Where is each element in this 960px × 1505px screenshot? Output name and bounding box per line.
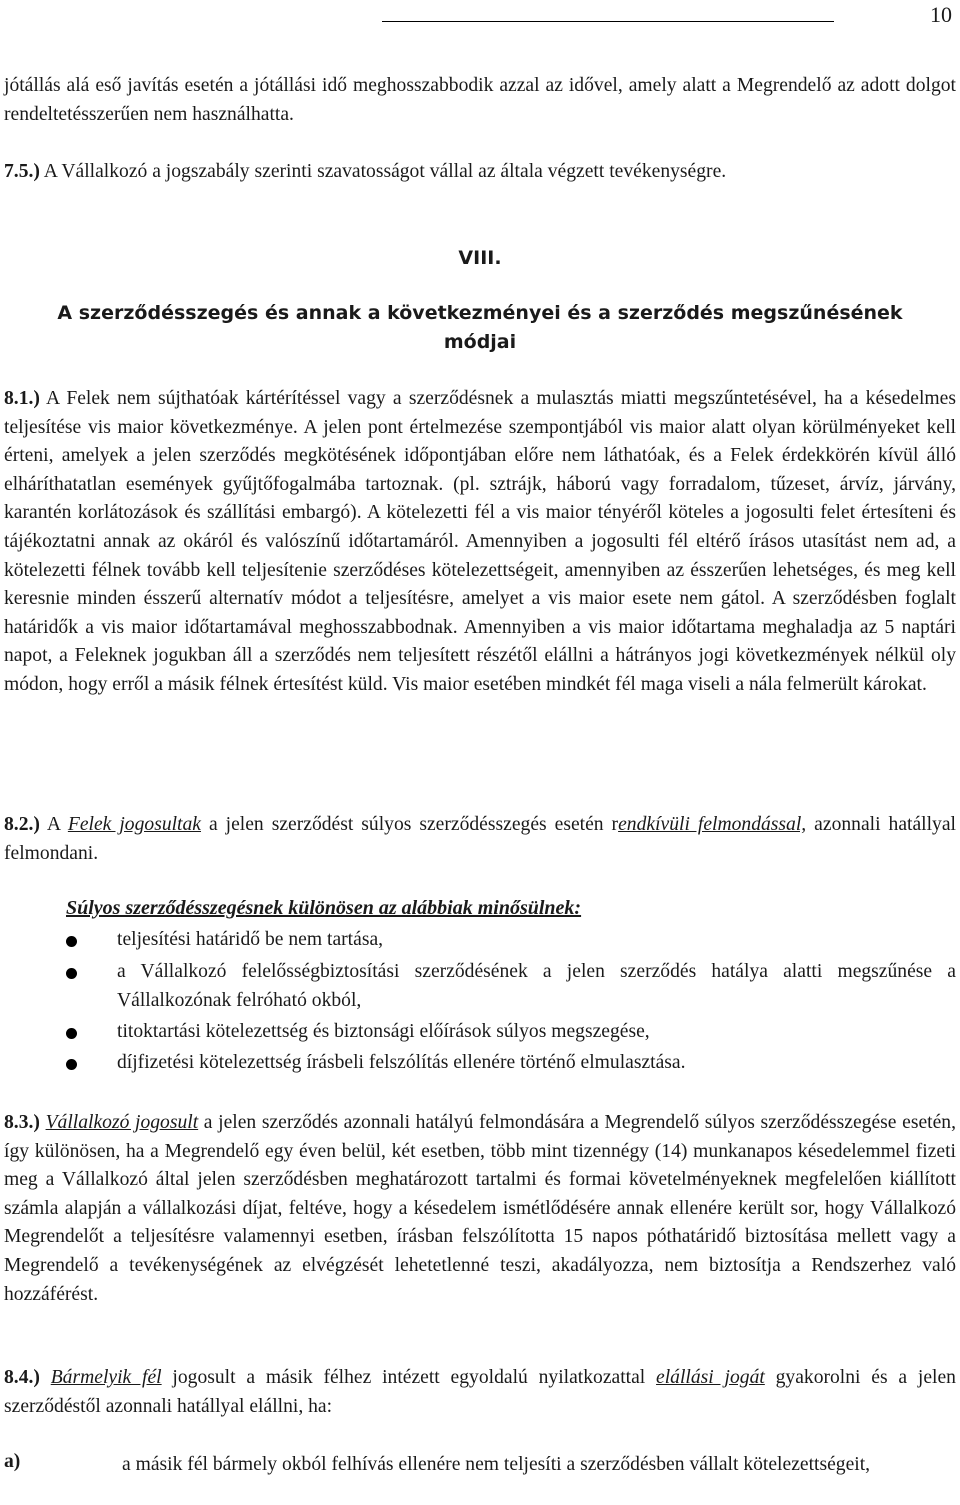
clause-number: 8.2.): [4, 814, 40, 835]
paragraph-7-4-continuation: jótállás alá eső javítás esetén a jótállási idő meghosszabbodik azzal az idővel, amely alatt a Megrendelő az adott dolgot rendeltetésszerűen nem használhatta.: [4, 75, 956, 125]
clause-text: a jelen szerződést súlyos szerződésszegés esetén r: [201, 814, 619, 835]
chapter-title-line1: A szerződésszegés és annak a következményei és a szerződés megszűnésének: [57, 302, 903, 324]
list-item: teljesítési határidő be nem tartása,: [117, 929, 384, 950]
clause-number: 8.3.): [4, 1112, 40, 1133]
paragraph-8-1: [4, 385, 956, 700]
bullet-icon: [66, 1028, 77, 1039]
item-a-text: a másik fél bármely okból felhívás ellenére nem teljesíti a szerződésben vállalt kötelezettségeit,: [122, 1454, 871, 1475]
clause-emphasis: elállási jogát: [656, 1367, 765, 1388]
list-item: a Vállalkozó felelősségbiztosítási szerződésének a jelen szerződés hatálya alatti megszűnése a Vállalkozónak felróható okból,: [117, 961, 956, 1011]
clause-text: A Vállalkozó a jogszabály szerinti szavatosságot vállal az általa végzett tevékenységre.: [39, 161, 727, 182]
clause-text: azonnali hatállyal felmondani.: [4, 814, 956, 864]
list-item: díjfizetési kötelezettség írásbeli felszólítás ellenére történő elmulasztása.: [117, 1052, 686, 1073]
clause-text: [40, 1367, 51, 1388]
bullet-icon: [66, 936, 77, 947]
paragraph-8-3: [4, 1109, 956, 1309]
bullet-icon: [66, 968, 77, 979]
header-rule: [382, 21, 834, 22]
paragraph-8-2: [4, 811, 956, 868]
clause-number: 7.5.): [4, 161, 40, 182]
clause-emphasis: Felek jogosultak: [67, 814, 201, 835]
breach-list-heading: Súlyos szerződésszegésnek különösen az alábbiak minősülnek:: [66, 897, 582, 919]
chapter-title-line2: módjai: [443, 331, 517, 353]
list-item: titoktartási kötelezettség és biztonsági előírások súlyos megszegése,: [117, 1021, 650, 1042]
chapter-numeral: VIII.: [458, 247, 502, 269]
clause-text: A Felek nem sújthatóak kártérítéssel vagy a szerződésnek a mulasztás miatti megszűntetésével, ha a késedelmes teljesítése vis maior következménye. A jelen pont értelmezése szempontjából vis maior alatt olyan körülményeket kell érteni, amelyek a jelen szerződés megkötésének időpontjában előre nem láthatóak, és a Felek érdekkörén kívül álló elháríthatatlan események gyűjtőfogalmába tartoznak. (pl. sztrájk, háború vagy forradalom, tűzeset, árvíz, járvány, karantén korlátozások és szállítási embargó). A kötelezetti fél a vis maior tényéről köteles a jogosulti felet értesíteni és tájékoztatni annak az okáról és valószínű időtartamáról. Amennyiben a jogosulti fél eltérő írásos utasítást nem ad, a kötelezetti félnek tovább kell teljesítenie szerződéses kötelezettségeit, amennyiben az ésszerűen lehetséges, és meg kell keresnie minden ésszerű alternatív módot a teljesítésre, amelyet a vis maior esete nem gátol. A szerződésben foglalt határidők a vis maior időtartamával meghosszabbodnak. Amennyiben a vis maior időtartama meghaladja az 5 naptári napot, a Feleknek jogukban áll a szerződés nem teljesített részétől elállni a hátrányos jogi következmények nélkül oly módon, hogy erről a másik félnek értesítést küld. Vis maior esetében mindkét fél maga viseli a nála felmerült károkat.: [4, 388, 956, 695]
paragraph-8-4: [4, 1364, 956, 1421]
page-number: 10: [930, 2, 952, 27]
clause-number: 8.1.): [4, 388, 40, 409]
clause-text: a jelen szerződés azonnali hatályú felmondására a Megrendelő súlyos szerződésszegése esetén, így különösen, ha a Megrendelő egy éven belül, két esetben, több mint tizennégy (14) munkanapos késedelemmel fizeti meg a Vállalkozó által jelen szerződésben meghatározott tartalmi és formai követelményeknek megfelelően kiállított számla alapján a vállalkozási díjat, feltéve, hogy a késedelem ismétlődésére annak ellenére került sor, hogy Vállalkozó Megrendelőt a teljesítésre valamennyi esetben, írásban felszólította 15 napos póthatáridő biztosítása mellett vagy a Megrendelő a tevékenységének az elvégzését lehetetlenné teszi, akadályozza, nem biztosítja a Rendszerhez való hozzáférést.: [4, 1112, 956, 1305]
paragraph-7-5: [4, 158, 956, 187]
clause-emphasis: endkívüli felmondással,: [618, 814, 807, 835]
bullet-icon: [66, 1059, 77, 1070]
clause-text: gyakorolni és a jelen szerződéstől azonnali hatállyal elállni, ha:: [4, 1367, 956, 1417]
clause-text: A: [39, 814, 68, 835]
clause-emphasis: Vállalkozó jogosult: [45, 1112, 199, 1133]
clause-number: 8.4.): [4, 1367, 40, 1388]
clause-emphasis: Bármelyik fél: [50, 1367, 162, 1388]
clause-text: jogosult a másik félhez intézett egyoldalú nyilatkozattal: [161, 1367, 657, 1388]
item-a-label: a): [4, 1451, 21, 1472]
